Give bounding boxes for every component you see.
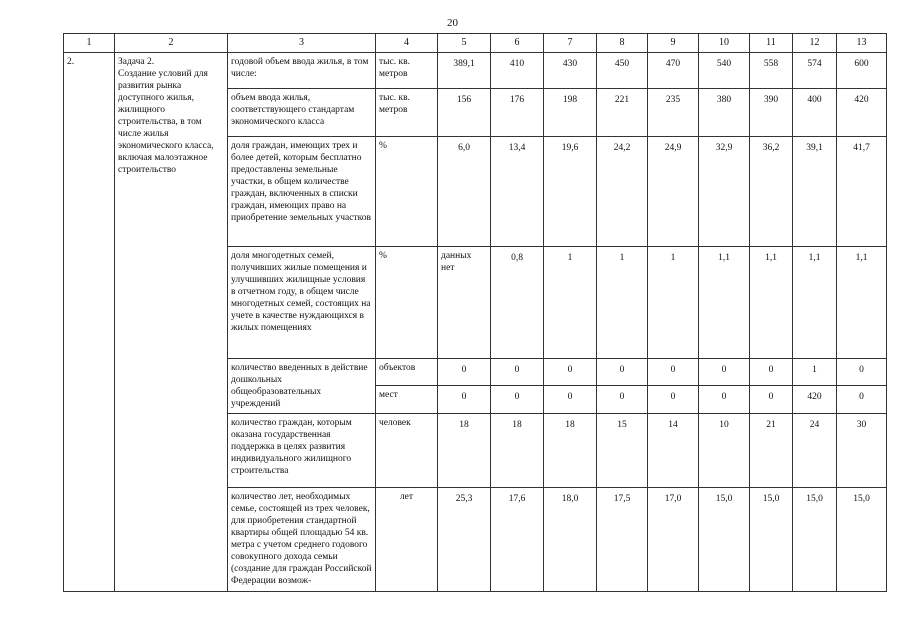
table-row (64, 53, 887, 89)
column-number: 13 (837, 34, 887, 53)
value-cell: 25,3 (438, 488, 491, 592)
unit-cell: объектов (376, 359, 438, 386)
value-cell: 13,4 (491, 137, 544, 247)
value-cell: 15 (597, 414, 648, 488)
value-cell: 24 (793, 414, 837, 488)
value-cell: 0,8 (491, 247, 544, 359)
value-cell: 15,0 (793, 488, 837, 592)
value-cell: 0 (750, 359, 793, 386)
value-cell: 410 (491, 53, 544, 89)
value-cell: 10 (699, 414, 750, 488)
column-number: 5 (438, 34, 491, 53)
value-cell: 558 (750, 53, 793, 89)
column-number: 12 (793, 34, 837, 53)
indicator-name: количество граждан, которым оказана государственная поддержка в целях развития индивидуального жилищного строительства (228, 414, 376, 488)
value-cell: 1,1 (793, 247, 837, 359)
value-cell: 1 (597, 247, 648, 359)
value-cell: 0 (597, 385, 648, 413)
column-number-row (64, 34, 887, 53)
value-cell: 0 (837, 385, 887, 413)
column-number: 2 (115, 34, 228, 53)
value-cell: 1 (793, 359, 837, 386)
value-cell: 30 (837, 414, 887, 488)
value-cell: 1,1 (750, 247, 793, 359)
value-cell: 14 (648, 414, 699, 488)
value-cell: 17,5 (597, 488, 648, 592)
unit-cell: % (376, 247, 438, 359)
value-cell: 18 (491, 414, 544, 488)
page-number: 20 (447, 17, 458, 29)
column-number: 11 (750, 34, 793, 53)
column-number: 3 (228, 34, 376, 53)
value-cell: 18,0 (544, 488, 597, 592)
value-cell: 0 (544, 385, 597, 413)
indicators-table (63, 33, 887, 592)
value-cell: 574 (793, 53, 837, 89)
value-cell: 41,7 (837, 137, 887, 247)
value-cell: 0 (648, 359, 699, 386)
value-cell: 39,1 (793, 137, 837, 247)
value-cell: 21 (750, 414, 793, 488)
value-cell: 540 (699, 53, 750, 89)
unit-cell: тыс. кв. метров (376, 89, 438, 137)
value-cell: данных нет (438, 247, 491, 359)
column-number: 10 (699, 34, 750, 53)
value-cell: 450 (597, 53, 648, 89)
column-number: 1 (64, 34, 115, 53)
value-cell: 176 (491, 89, 544, 137)
column-number: 7 (544, 34, 597, 53)
row-number: 2. (64, 53, 115, 592)
value-cell: 19,6 (544, 137, 597, 247)
value-cell: 420 (793, 385, 837, 413)
unit-cell: тыс. кв. метров (376, 53, 438, 89)
value-cell: 0 (699, 359, 750, 386)
value-cell: 24,9 (648, 137, 699, 247)
value-cell: 0 (438, 385, 491, 413)
indicator-name: доля граждан, имеющих трех и более детей, которым бесплатно предоставлены земельные участки, в общем количестве граждан, включенных в списки граждан, имеющих право на приобретение земельных участков (228, 137, 376, 247)
value-cell: 1 (544, 247, 597, 359)
indicator-name: количество введенных в действие дошкольных общеобразовательных учреждений (228, 359, 376, 414)
value-cell: 15,0 (750, 488, 793, 592)
value-cell: 15,0 (837, 488, 887, 592)
value-cell: 15,0 (699, 488, 750, 592)
value-cell: 0 (491, 359, 544, 386)
value-cell: 18 (438, 414, 491, 488)
value-cell: 32,9 (699, 137, 750, 247)
value-cell: 420 (837, 89, 887, 137)
value-cell: 235 (648, 89, 699, 137)
value-cell: 0 (438, 359, 491, 386)
value-cell: 0 (648, 385, 699, 413)
value-cell: 389,1 (438, 53, 491, 89)
value-cell: 24,2 (597, 137, 648, 247)
column-number: 8 (597, 34, 648, 53)
unit-cell: человек (376, 414, 438, 488)
value-cell: 0 (491, 385, 544, 413)
value-cell: 1,1 (699, 247, 750, 359)
indicator-name: доля многодетных семей, получивших жилые помещения и улучшивших жилищные условия в отчетном году, в общем числе многодетных семей, состоящих на учете в качестве нуждающихся в жилых помещениях (228, 247, 376, 359)
value-cell: 0 (750, 385, 793, 413)
value-cell: 400 (793, 89, 837, 137)
value-cell: 156 (438, 89, 491, 137)
value-cell: 17,0 (648, 488, 699, 592)
value-cell: 430 (544, 53, 597, 89)
value-cell: 198 (544, 89, 597, 137)
value-cell: 0 (597, 359, 648, 386)
value-cell: 221 (597, 89, 648, 137)
unit-cell: лет (376, 488, 438, 592)
value-cell: 390 (750, 89, 793, 137)
value-cell: 0 (544, 359, 597, 386)
value-cell: 0 (699, 385, 750, 413)
unit-cell: мест (376, 385, 438, 413)
value-cell: 6,0 (438, 137, 491, 247)
indicator-name: количество лет, необходимых семье, состоящей из трех человек, для приобретения стандартной квартиры общей площадью 54 кв. метра с учетом среднего годового совокупного дохода семьи (создание для граждан Российской Федерации возмож- (228, 488, 376, 592)
indicator-name: годовой объем ввода жилья, в том числе: (228, 53, 376, 89)
value-cell: 0 (837, 359, 887, 386)
column-number: 6 (491, 34, 544, 53)
value-cell: 380 (699, 89, 750, 137)
value-cell: 1,1 (837, 247, 887, 359)
column-number: 9 (648, 34, 699, 53)
value-cell: 18 (544, 414, 597, 488)
value-cell: 1 (648, 247, 699, 359)
value-cell: 470 (648, 53, 699, 89)
value-cell: 17,6 (491, 488, 544, 592)
value-cell: 36,2 (750, 137, 793, 247)
unit-cell: % (376, 137, 438, 247)
indicator-name: объем ввода жилья, соответствующего стандартам экономического класса (228, 89, 376, 137)
value-cell: 600 (837, 53, 887, 89)
column-number: 4 (376, 34, 438, 53)
task-description: Задача 2. Создание условий для развития рынка доступного жилья, жилищного строительства, в том числе жилья экономического класса, включая малоэтажное строительство (115, 53, 228, 592)
